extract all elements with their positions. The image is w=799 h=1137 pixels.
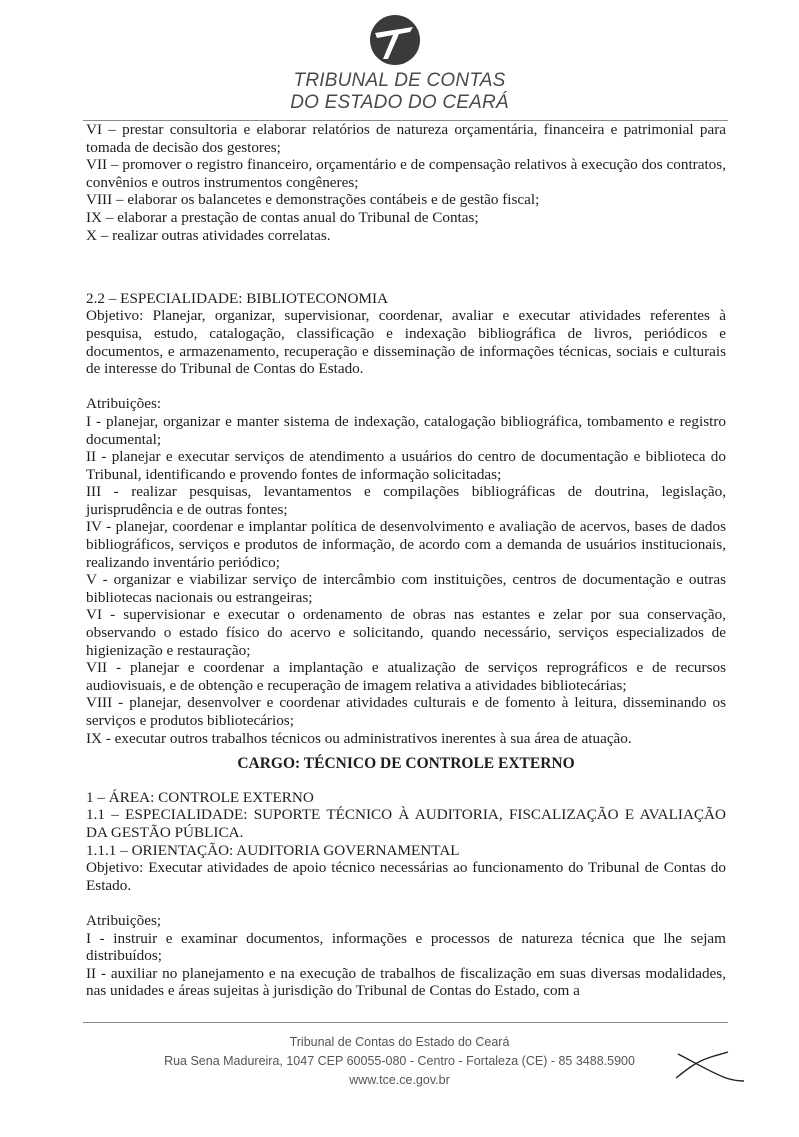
footer-address: Rua Sena Madureira, 1047 CEP 60055-080 - Centro - Fortaleza (CE) - 85 3488.5900 <box>164 1054 635 1068</box>
list-item: IV - planejar, coordenar e implantar política de desenvolvimento e avaliação de acervos, bases de dados bibliográficos, serviços e produtos de informação, de acordo com a demanda de usuários institucionais, realizando inventário periódico; <box>86 518 726 571</box>
list-item: III - realizar pesquisas, levantamentos e compilações bibliográficas de doutrina, legislação, jurisprudência e de outras fontes; <box>86 483 726 518</box>
footer-org-name: Tribunal de Contas do Estado do Ceará <box>289 1035 510 1049</box>
area-heading: 1 – ÁREA: CONTROLE EXTERNO <box>86 788 314 806</box>
list-item: I - instruir e examinar documentos, informações e processos de natureza técnica que lhe sejam distribuídos; <box>86 929 726 965</box>
list-item: VII – promover o registro financeiro, orçamentário e de compensação relativos à execução dos contratos, convênios e outros instrumentos congêneres; <box>86 156 726 191</box>
document-body <box>86 121 726 1000</box>
list-item: VIII – elaborar os balancetes e demonstrações contábeis e de gestão fiscal; <box>86 191 540 209</box>
org-name-line2: DO ESTADO DO CEARÁ <box>290 92 509 113</box>
list-item: VII - planejar e coordenar a implantação e atualização de serviços reprográficos e de recursos audiovisuais, e de obtenção e recuperação de imagem relativa a atividades bibliotecárias; <box>86 659 726 694</box>
section-objective: Objetivo: Executar atividades de apoio técnico necessárias ao funcionamento do Tribunal de Contas do Estado. <box>86 859 726 894</box>
section-objective: Objetivo: Planejar, organizar, supervisionar, coordenar, avaliar e executar atividades referentes à pesquisa, estudo, catalogação, classificação e indexação bibliográfica de livros, periódicos e documentos, e armazenamento, recuperação e disseminação de informações técnicas, sociais e culturais de interesse do Tribunal de Contas do Estado. <box>86 307 726 378</box>
footer-website: www.tce.ce.gov.br <box>349 1073 450 1087</box>
orientation-heading: 1.1.1 – ORIENTAÇÃO: AUDITORIA GOVERNAMENTAL <box>86 841 460 859</box>
list-item: VI - supervisionar e executar o ordenamento de obras nas estantes e zelar por sua conservação, observando o estado físico do acervo e solicitando, quando necessário, serviços especializados de higienização e restauração; <box>86 606 726 659</box>
handwritten-initials-icon <box>668 1040 748 1090</box>
list-item: I - planejar, organizar e manter sistema de indexação, catalogação bibliográfica, tombamento e registro documental; <box>86 412 726 448</box>
attributions-label: Atribuições: <box>86 395 162 413</box>
list-item: IX - executar outros trabalhos técnicos ou administrativos inerentes à sua área de atuação. <box>86 729 632 747</box>
list-item: VI – prestar consultoria e elaborar relatórios de natureza orçamentária, financeira e patrimonial para tomada de decisão dos gestores; <box>86 121 726 156</box>
footer-rule <box>83 1022 728 1023</box>
org-name-line1: TRIBUNAL DE CONTAS <box>293 70 506 91</box>
list-item: IX – elaborar a prestação de contas anual do Tribunal de Contas; <box>86 208 479 226</box>
section-heading: 2.2 – ESPECIALIDADE: BIBLIOTECONOMIA <box>86 289 389 307</box>
attributions-label: Atribuições; <box>86 911 162 929</box>
tce-logo-icon <box>369 14 421 66</box>
list-item: II - auxiliar no planejamento e na execução de trabalhos de fiscalização em suas diversas modalidades, nas unidades e áreas sujeitas à jurisdição do Tribunal de Contas do Estado, com a <box>86 964 726 1000</box>
letterhead <box>0 0 799 122</box>
list-item: II - planejar e executar serviços de atendimento a usuários do centro de documentação e biblioteca do Tribunal, identificando e provendo fontes de informação solicitadas; <box>86 448 726 483</box>
specialty-heading: 1.1 – ESPECIALIDADE: SUPORTE TÉCNICO À AUDITORIA, FISCALIZAÇÃO E AVALIAÇÃO DA GESTÃO PÚBLICA. <box>86 806 726 841</box>
list-item: V - organizar e viabilizar serviço de intercâmbio com instituições, centros de documentação e outras bibliotecas nacionais ou estrangeiras; <box>86 571 726 606</box>
list-item: X – realizar outras atividades correlatas. <box>86 226 331 244</box>
list-item: VIII - planejar, desenvolver e coordenar atividades culturais e de fomento à leitura, disseminando os serviços e produtos bibliotecários; <box>86 694 726 729</box>
cargo-heading: CARGO: TÉCNICO DE CONTROLE EXTERNO <box>237 755 575 773</box>
